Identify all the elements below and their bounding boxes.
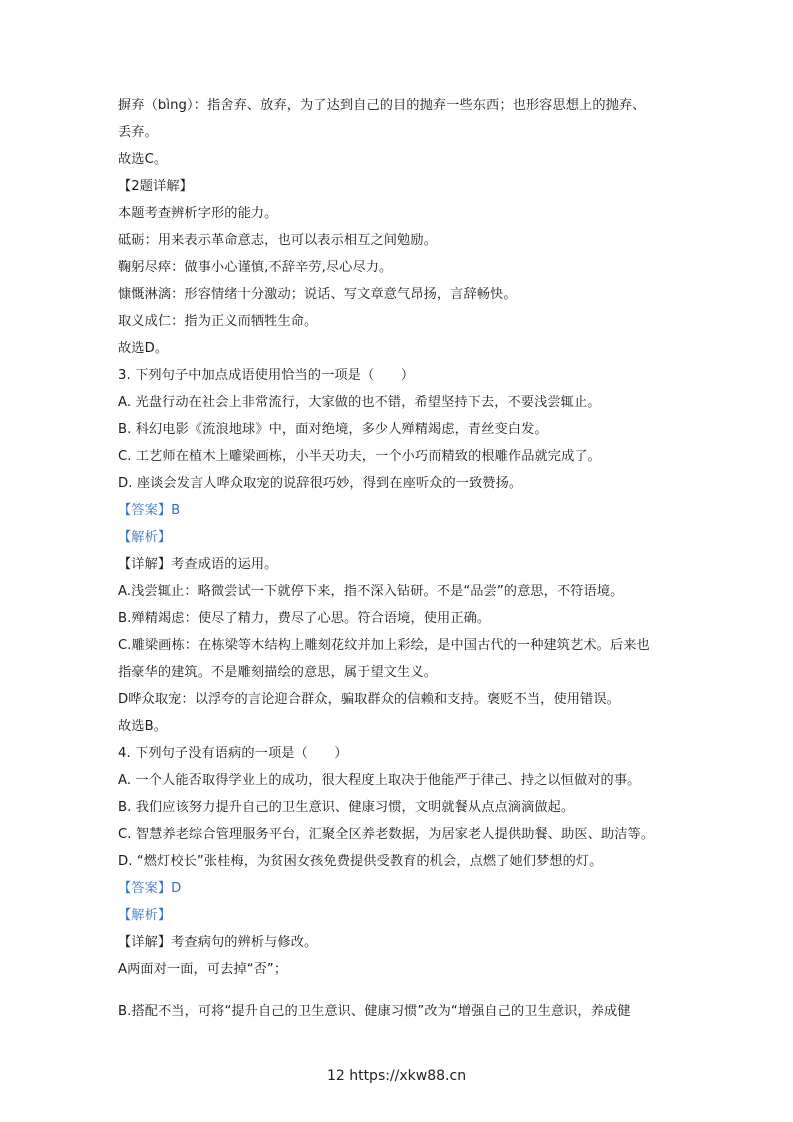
page-footer: 12 https://xkw88.cn (326, 1068, 467, 1084)
text-line: 【详解】考查成语的运用。 (118, 557, 278, 572)
option-c: C. 工艺师在植木上雕梁画栋，小半天功夫，一个小巧而精致的根雕作品就完成了。 (118, 449, 601, 464)
text-line: 砥砺：用来表示革命意志，也可以表示相互之间勉励。 (118, 233, 437, 248)
text-line: 故选C。 (118, 152, 168, 167)
text-line: B.搭配不当，可将“提升自己的卫生意识、健康习惯”改为“增强自己的卫生意识，养成健 (118, 1004, 631, 1019)
option-a: A. 光盘行动在社会上非常流行，大家做的也不错，希望坚持下去，不要浅尝辄止。 (118, 395, 601, 410)
text-line: 指豪华的建筑。不是雕刻描绘的意思，属于望文生义。 (118, 665, 437, 680)
text-line: 鞠躬尽瘁：做事小心谨慎,不辞辛劳,尽心尽力。 (118, 260, 393, 275)
text-line: 【详解】考查病句的辨析与修改。 (118, 935, 318, 950)
text-line: 慷慨淋漓：形容情绪十分激动；说话、写文章意气昂扬，言辞畅快。 (118, 287, 517, 302)
section-heading: 【2题详解】 (118, 179, 193, 194)
option-d: D. “燃灯校长”张桂梅，为贫困女孩免费提供受教育的机会，点燃了她们梦想的灯。 (118, 854, 603, 869)
text-line: B.殚精竭虑：使尽了精力，费尽了心思。符合语境，使用正确。 (118, 611, 491, 626)
text-line: 本题考查辨析字形的能力。 (118, 206, 278, 221)
text-line: C.雕梁画栋：在栋梁等木结构上雕刻花纹并加上彩绘，是中国古代的一种建筑艺术。后来也 (118, 638, 650, 653)
text-line: A.浅尝辄止：略微尝试一下就停下来，指不深入钻研。不是“品尝”的意思，不符语境。 (118, 584, 624, 599)
option-d: D. 座谈会发言人哗众取宠的说辞很巧妙，得到在座听众的一致赞扬。 (118, 476, 523, 491)
option-c: C. 智慧养老综合管理服务平台，汇聚全区养老数据，为居家老人提供助餐、助医、助洁等。 (118, 827, 655, 842)
answer-label: 【答案】D (118, 881, 182, 896)
text-line: A两面对一面，可去掉“否”； (118, 962, 288, 977)
answer-label: 【答案】B (118, 503, 181, 518)
text-line: 取义成仁：指为正义而牺牲生命。 (118, 314, 318, 329)
option-b: B. 我们应该努力提升自己的卫生意识、健康习惯，文明就餐从点点滴滴做起。 (118, 800, 575, 815)
analysis-label: 【解析】 (118, 530, 172, 545)
option-b: B. 科幻电影《流浪地球》中，面对绝境，多少人殚精竭虑，青丝变白发。 (118, 422, 548, 437)
text-line: 故选D。 (118, 341, 169, 356)
text-line: 故选B。 (118, 719, 168, 734)
analysis-label: 【解析】 (118, 908, 172, 923)
question-4: 4. 下列句子没有语病的一项是（ ） (118, 746, 348, 761)
text-line: D哗众取宠：以浮夸的言论迎合群众，骗取群众的信赖和支持。褒贬不当，使用错误。 (118, 692, 620, 707)
question-3: 3. 下列句子中加点成语使用恰当的一项是（ ） (118, 368, 415, 383)
text-line: 摒弃（bìng）：指舍弃、放弃，为了达到自己的目的抛弃一些东西；也形容思想上的抛弃、 (118, 98, 646, 113)
option-a: A. 一个人能否取得学业上的成功，很大程度上取决于他能严于律己、持之以恒做对的事。 (118, 773, 641, 788)
text-line: 丢弃。 (118, 125, 158, 140)
